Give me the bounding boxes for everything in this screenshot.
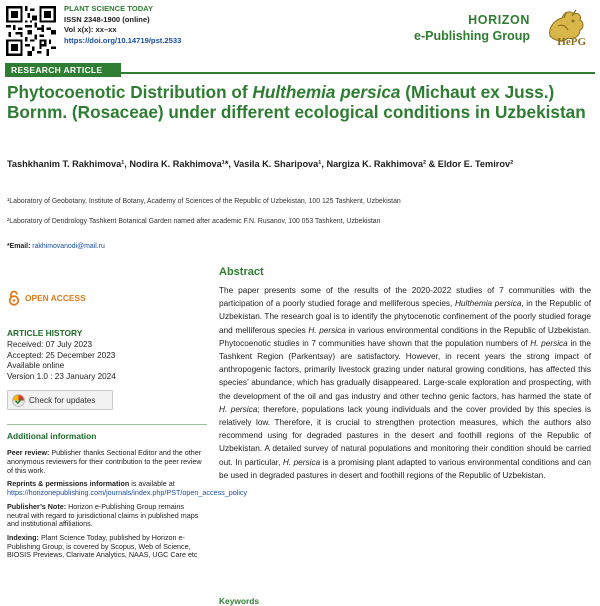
available-online: Available online [7, 361, 65, 371]
journal-name: PLANT SCIENCE TODAY [64, 4, 154, 13]
received-date: Received: 07 July 2023 [7, 340, 93, 349]
abstract-heading: Abstract [219, 266, 264, 278]
doi-link[interactable]: https://doi.org/10.14719/pst.2533 [64, 35, 182, 45]
open-access-lock-icon [7, 290, 21, 306]
reprints-text: is available at [129, 479, 175, 489]
publisher-line2: e-Publishing Group [414, 29, 530, 43]
article-history-title: ARTICLE HISTORY [7, 328, 83, 338]
article-title [7, 82, 592, 122]
reprints-label: Reprints & permissions information [7, 479, 130, 489]
article-type-badge: RESEARCH ARTICLE [5, 63, 121, 77]
abstract-text: ; therefore, populations lack young individuals and the cover provided by this species is relatively low. Therefore, it is crucial to strengthen protection measures, which the authors also recommend using for degraded pastures in the desert and foothill regions of the Republic of Uzbekistan. A detailed survey of natural populations and monitoring their condition should be carried out. In particular, [219, 404, 591, 467]
abstract-text: is a promising plant adapted to various environmental conditions and can be used in degraded pastures in desert and foothill regions of the Republic of Uzbekistan. [219, 457, 591, 480]
journal-meta [64, 4, 181, 46]
crossmark-icon [12, 394, 25, 407]
open-access-badge [7, 290, 207, 306]
species-name: H. persica [530, 338, 568, 348]
check-for-updates-button[interactable] [7, 390, 113, 410]
peer-review-text: Publisher thanks Sectional Editor and the other anonymous reviewers for their contribution to the peer review of this work. [7, 448, 202, 475]
affiliation-1: ¹Laboratory of Geobotany, Institute of Botany, Academy of Sciences of the Republic of Uzbekistan, 100 125 Tashkent, Uzbekistan [7, 198, 401, 205]
species-name: H. persica [282, 457, 321, 467]
publisher-note-text: Horizon e-Publishing Group remains neutral with regard to jurisdictional claims in published maps and institutional affiliations. [7, 501, 199, 529]
abstract-text: in the Tashkent Region (Parkentsay) are satisfactory. However, in recent years the strong impact of anthropogenic factors, primarily livestock grazing under natural growing conditions, has affected this species’ abundance, which has gradually disappeared. Large-scale exploration and prospecting, with the development of the oil and gas industry and other techno genic factors, has harmed the state of [219, 338, 591, 401]
author-list: Tashkhanim T. Rakhimova¹, Nodira K. Rakhimova¹*, Vasila K. Sharipova¹, Nargiza K. Rakhimova² & Eldor E. Temirov² [7, 159, 514, 169]
indexing-text: Plant Science Today, published by Horizon e-Publishing Group, is covered by Scopus, Web of Science, BIOSIS Previews, Clarivate Analytics, NAAS, UGC Care etc [7, 533, 198, 560]
peer-review-note [7, 449, 207, 475]
check-for-updates-label: Check for updates [29, 395, 96, 405]
publisher-note-label: Publisher’s Note: [7, 501, 67, 511]
abstract-text: The paper presents some of the results of the 2020-2022 studies of 7 communities with the participation of a poorly studied forage and melliferous species, [219, 286, 591, 309]
species-name: H. persica [308, 325, 346, 335]
species-name: Hulthemia persica [454, 299, 522, 309]
email-label: *Email: [7, 243, 31, 250]
additional-info [7, 448, 248, 560]
email-address[interactable]: rakhimovanodi@mail.ru [32, 243, 105, 250]
reprints-note [7, 479, 248, 498]
abstract-text: , in the Republic of Uzbekistan. The research goal is to identify the phytocenotic confinement of the poorly studied forage and melliferous species [219, 299, 592, 335]
title-text-2: (Michaut ex Juss.) Bornm. (Rosaceae) under different ecological conditions in Uzbekistan [7, 82, 586, 122]
journal-issn: ISSN 2348-1900 (online) [64, 14, 150, 24]
keywords-heading: Keywords [219, 596, 260, 606]
title-text-1: Phytocoenotic Distribution of [7, 82, 253, 102]
open-access-policy-link[interactable]: https://horizonepublishing.com/journals/index.php/PST/open_access_policy [7, 488, 248, 498]
open-access-label: OPEN ACCESS [25, 293, 86, 303]
abstract-text: in various environmental conditions in the Republic of Uzbekistan. Phytocoenotic studies in 7 communities have shown that the population numbers of [219, 325, 591, 348]
indexing-label: Indexing: [7, 533, 39, 542]
accepted-date: Accepted: 25 December 2023 [7, 350, 116, 360]
peer-review-label: Peer review: [7, 448, 50, 458]
article-history [7, 340, 207, 382]
species-name: H. persica [219, 404, 258, 414]
publisher-line1: HORIZON [468, 13, 530, 27]
publisher-logo-text: HePG [557, 36, 586, 48]
indexing-note [7, 534, 207, 560]
additional-info-title: Additional information [7, 424, 207, 441]
journal-volume: Vol x(x): xx–xx [64, 25, 117, 34]
publisher-note [7, 503, 207, 529]
publisher-name [414, 12, 530, 44]
qr-code [5, 5, 57, 57]
version-date: Version 1.0 : 23 January 2024 [7, 371, 116, 381]
abstract-body [219, 284, 591, 482]
affiliation-2: ²Laboratory of Dendrology Tashkent Botanical Garden named after academic F.N. Rusanov, 100 053 Tashkent, Uzbekistan [7, 218, 381, 225]
title-species: Hulthemia persica [252, 82, 401, 102]
corresponding-email [7, 243, 105, 250]
